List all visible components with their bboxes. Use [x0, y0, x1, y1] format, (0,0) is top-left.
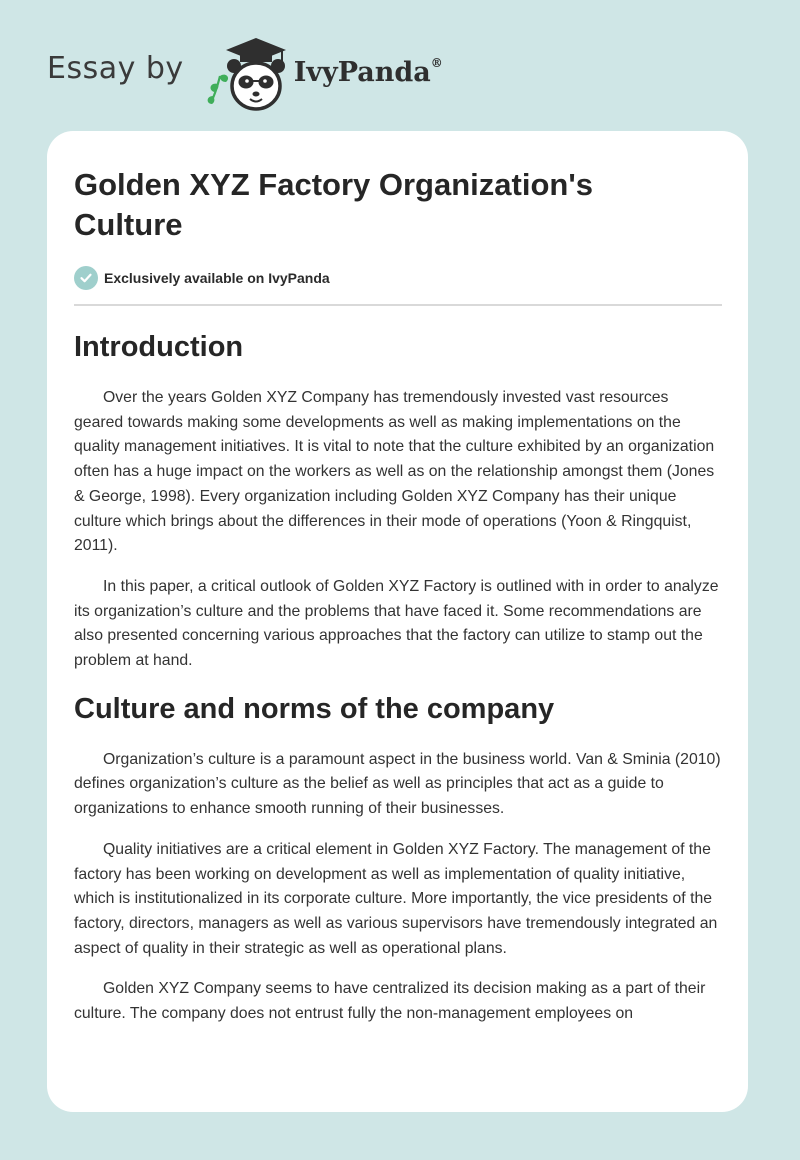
brand-name[interactable]: IvyPanda® — [293, 55, 443, 88]
essay-title — [74, 165, 722, 245]
paragraph: Over the years Golden XYZ Company has tremendously invested vast resources geared towards making some developments as well as making implementations on the quality management initiatives. It is vital to note that the culture exhibited by an organization often has a huge impact on the workers as well as on the relationship amongst them (Jones & George, 1998). Every organization including Golden XYZ Company has their unique culture which brings about the differences in their mode of operations (Yoon & Ringquist, 2011). — [74, 389, 715, 555]
check-icon — [74, 266, 98, 290]
registered-mark: ® — [430, 55, 443, 70]
paragraph: Quality initiatives are a critical element in Golden XYZ Factory. The management of the factory has been working on development as well as implementation of quality initiative, which is institutionalized in its corporate culture. More importantly, the vice presidents of the factory, directors, managers as well as various supervisors have tremendously integrated an aspect of quality in their strategic as well as operational plans. — [74, 840, 718, 957]
section-heading-culture: Culture and norms of the company — [74, 692, 555, 725]
paragraph: Golden XYZ Company seems to have centralized its decision making as a part of their culture. The company does not entrust fully the non-management employees on — [74, 980, 706, 1023]
exclusive-badge — [74, 266, 722, 290]
exclusive-label: Exclusively available on IvyPanda — [104, 270, 330, 286]
essay-title-line-1: Golden XYZ Factory Organization's — [74, 167, 593, 202]
site-header — [47, 34, 443, 114]
paragraph: Organization’s culture is a paramount aspect in the business world. Van & Sminia (2010) defines organization’s culture as the belief as well as principles that act as a guide to organizations to enhance smooth running of their businesses. — [74, 750, 721, 818]
essay-card — [47, 131, 748, 1112]
paragraph: In this paper, a critical outlook of Golden XYZ Factory is outlined with in order to analyze its organization’s culture and the problems that have faced it. Some recommendations are also presented concerning various approaches that the factory can utilize to stamp out the problem at hand. — [74, 577, 719, 670]
essay-title-line-2: Culture — [74, 207, 183, 242]
section-heading-introduction: Introduction — [74, 331, 244, 363]
panda-logo-icon[interactable] — [198, 34, 290, 114]
essay-by-label: Essay by — [47, 50, 184, 86]
title-divider — [74, 304, 722, 306]
